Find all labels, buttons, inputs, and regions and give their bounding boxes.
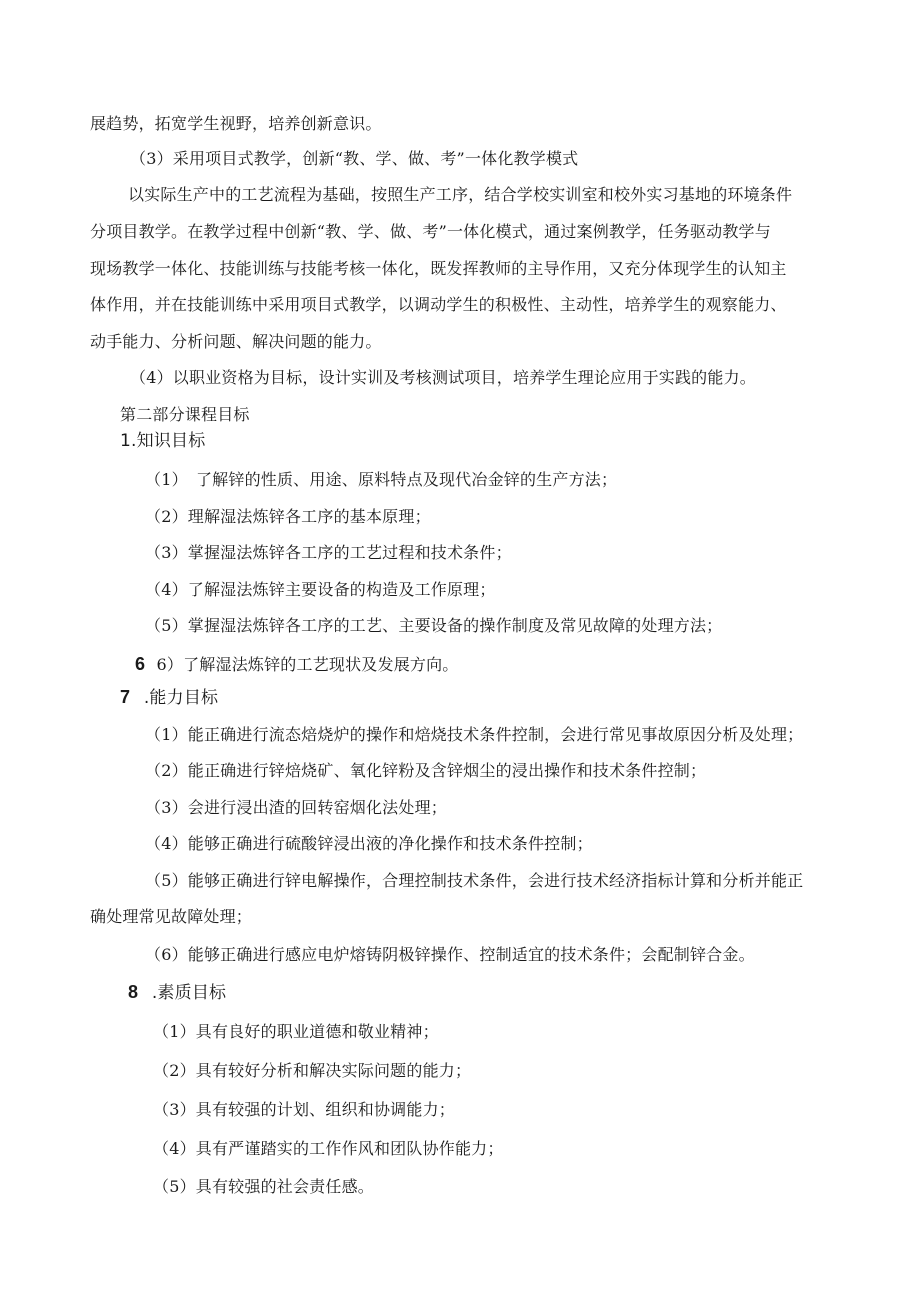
knowledge-item: （1） 了解锌的性质、用途、原料特点及现代冶金锌的生产方法； <box>145 470 618 489</box>
quality-item: （2）具有较好分析和解决实际问题的能力； <box>153 1061 472 1080</box>
intro-item3-body-line: 动手能力、分析问题、解决问题的能力。 <box>90 332 382 351</box>
ability-heading-text: .能力目标 <box>143 688 219 708</box>
intro-item3-body-line: 以实际生产中的工艺流程为基础，按照生产工序，结合学校实训室和校外实习基地的环境条件 <box>128 185 793 204</box>
ability-item-continuation: 确处理常见故障处理； <box>90 907 253 926</box>
quality-item: （3）具有较强的计划、组织和协调能力； <box>153 1100 455 1119</box>
ability-item: （6）能够正确进行感应电炉熔铸阴极锌操作、控制适宜的技术条件；会配制锌合金。 <box>145 945 755 964</box>
knowledge-item6 <box>135 654 459 675</box>
knowledge-item: （2）理解湿法炼锌各工序的基本原理； <box>145 507 431 526</box>
knowledge-item6-text: 6）了解湿法炼锌的工艺现状及发展方向。 <box>156 655 459 674</box>
intro-item4: （4）以职业资格为目标，设计实训及考核测试项目，培养学生理论应用于实践的能力。 <box>130 368 756 387</box>
intro-item3-body-line: 分项目教学。在教学过程中创新“教、学、做、考”一体化模式，通过案例教学，任务驱动教学与 <box>90 222 771 241</box>
quality-item: （4）具有严谨踏实的工作作风和团队协作能力； <box>153 1139 504 1158</box>
part2-title: 第二部分课程目标 <box>120 405 250 424</box>
ability-item: （4）能够正确进行硫酸锌浸出液的净化操作和技术条件控制； <box>145 834 593 853</box>
ability-heading-number: 7 <box>120 687 131 707</box>
quality-heading <box>128 982 226 1003</box>
quality-item: （1）具有良好的职业道德和敬业精神； <box>153 1022 439 1041</box>
quality-item: （5）具有较强的社会责任感。 <box>153 1177 374 1196</box>
intro-item3-title: （3）采用项目式教学，创新“教、学、做、考”一体化教学模式 <box>130 149 579 168</box>
intro-item3-body-line: 现场教学一体化、技能训练与技能考核一体化，既发挥教师的主导作用，又充分体现学生的认知主 <box>90 259 787 278</box>
ability-item: （5）能够正确进行锌电解操作，合理控制技术条件，会进行技术经济指标计算和分析并能正 <box>145 871 804 890</box>
knowledge-item: （5）掌握湿法炼锌各工序的工艺、主要设备的操作制度及常见故障的处理方法； <box>145 616 723 635</box>
ability-item: （1）能正确进行流态焙烧炉的操作和焙烧技术条件控制，会进行常见事故原因分析及处理； <box>145 725 804 744</box>
knowledge-item6-number: 6 <box>135 654 146 674</box>
ability-item: （2）能正确进行锌焙烧矿、氧化锌粉及含锌烟尘的浸出操作和技术条件控制； <box>145 761 707 780</box>
knowledge-heading: 1.知识目标 <box>120 431 206 451</box>
quality-heading-text: .素质目标 <box>151 983 227 1003</box>
quality-heading-number: 8 <box>128 982 139 1002</box>
ability-item: （3）会进行浸出渣的回转窑烟化法处理； <box>145 798 447 817</box>
ability-heading <box>120 687 218 708</box>
knowledge-item: （3）掌握湿法炼锌各工序的工艺过程和技术条件； <box>145 543 512 562</box>
knowledge-item: （4）了解湿法炼锌主要设备的构造及工作原理； <box>145 580 496 599</box>
intro-continuation: 展趋势，拓宽学生视野，培养创新意识。 <box>90 114 382 133</box>
intro-item3-body-line: 体作用，并在技能训练中采用项目式教学，以调动学生的积极性、主动性，培养学生的观察能力、 <box>90 295 787 314</box>
